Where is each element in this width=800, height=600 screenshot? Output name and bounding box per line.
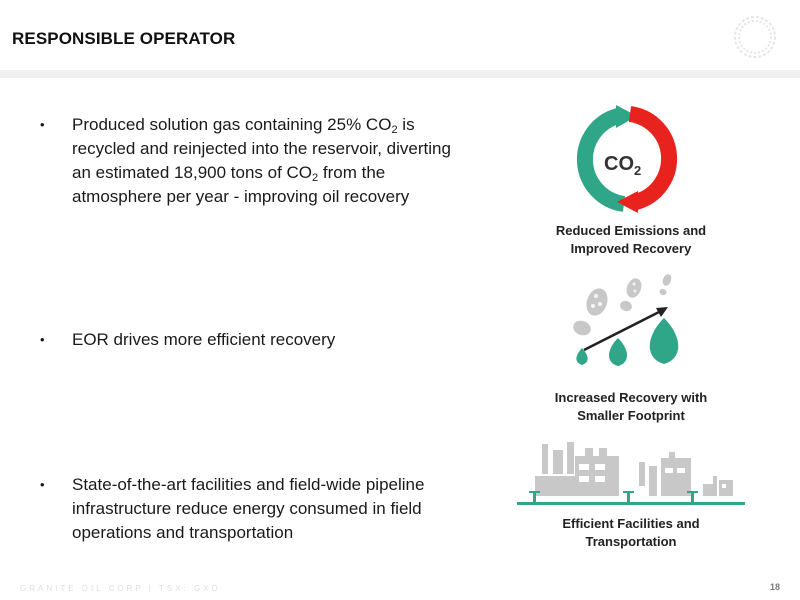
- bullet-text: EOR drives more efficient recovery: [72, 330, 336, 349]
- bullet-facilities: [40, 473, 470, 553]
- page-number: 18: [770, 582, 781, 592]
- bullet-text: State-of-the-art facilities and field-wide pipeline infrastructure reduce energy consumed in field operations and transportation: [72, 475, 425, 542]
- page-title: RESPONSIBLE OPERATOR: [12, 29, 236, 48]
- caption-efficient-facilities: Efficient Facilities and Transportation: [562, 516, 700, 549]
- ring-logo-icon: [730, 12, 780, 62]
- facilities-pipeline-icon: [515, 438, 747, 510]
- caption-reduced-emissions: Reduced Emissions and Improved Recovery: [555, 223, 707, 256]
- co2-cycle-icon: [566, 104, 688, 214]
- bullet-co2-reinjection: [40, 113, 470, 233]
- bullet-marker: •: [40, 477, 45, 492]
- bullet-text: Produced solution gas containing 25% $CO_2$ is recycled and reinjected into the reservoir, diverting an estimated 18,900 tons of $CO_2$ from the atmosphere per year - improving oil recovery: [72, 115, 451, 206]
- caption-increased-recovery: Increased Recovery with Smaller Footprint: [554, 390, 708, 423]
- bullet-marker: •: [40, 332, 45, 347]
- footprints-droplets-icon: [560, 270, 700, 382]
- bullet-eor: [40, 328, 470, 358]
- footer-company: GRANITE OIL CORP | TSX: GXO: [20, 584, 221, 593]
- bullet-marker: •: [40, 117, 45, 132]
- header-divider: [0, 70, 800, 78]
- slide-header: [0, 0, 800, 72]
- co2-label: $CO_2$: [604, 153, 642, 178]
